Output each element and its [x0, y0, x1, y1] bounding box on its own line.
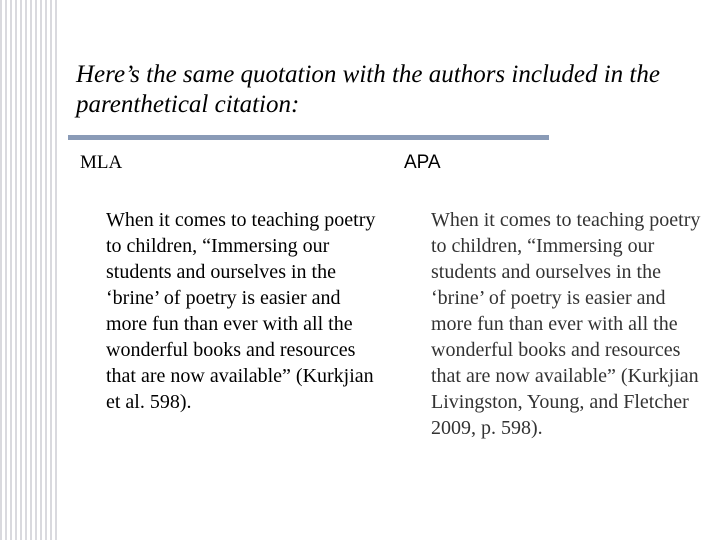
mla-heading: MLA: [80, 152, 123, 173]
apa-citation-text: When it comes to teaching poetry to children, “Immersing our students and ourselves in the ‘brine’ of poetry is easier and more fun than ever with all the wonderful books and resources that are now available” (Kurkjian Livingston, Young, and Fletcher 2009, p. 598).: [431, 209, 701, 439]
title-underline: [68, 135, 549, 140]
slide-title: Here’s the same quotation with the authors included in the parenthetical citation:: [76, 61, 660, 118]
decorative-stripes: [0, 0, 60, 540]
apa-heading: APA: [404, 152, 441, 173]
mla-citation-text: When it comes to teaching poetry to children, “Immersing our students and ourselves in the ‘brine’ of poetry is easier and more fun than ever with all the wonderful books and resources that are now available” (Kurkjian et al. 598).: [106, 209, 376, 413]
